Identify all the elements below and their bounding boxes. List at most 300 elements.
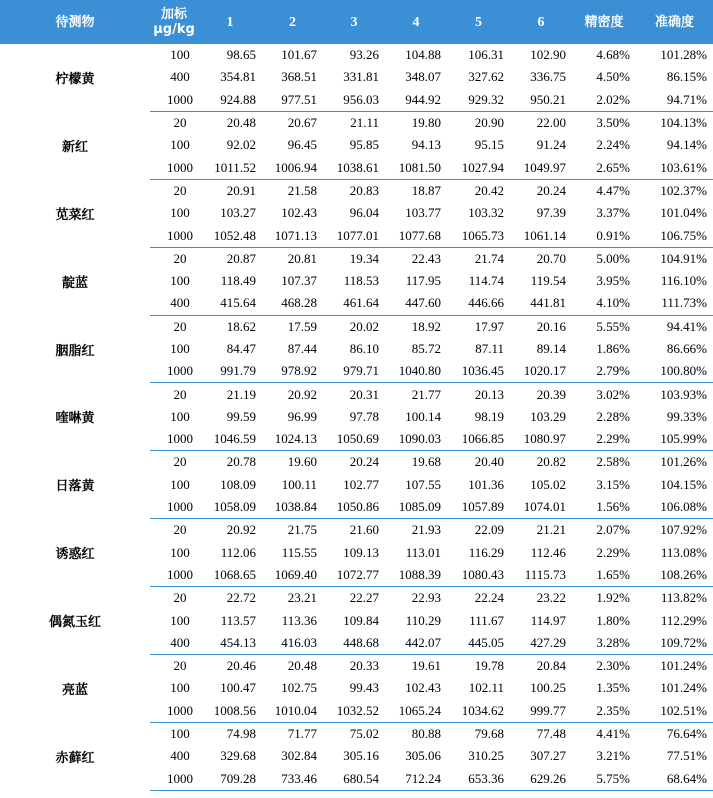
precision-cell: 5.00% <box>596 250 630 266</box>
rep-2-cell: 20.48 <box>287 658 317 674</box>
rep-2-cell: 1024.13 <box>262 428 323 451</box>
accuracy-cell: 116.10% <box>660 273 707 289</box>
header-rep-2: 2 <box>262 0 323 44</box>
rep-5-cell: 20.42 <box>474 182 504 198</box>
header-rep-4: 4 <box>385 0 447 44</box>
rep-1-cell: 100.47 <box>220 680 256 696</box>
rep-5-cell: 103.32 <box>468 205 504 221</box>
rep-6-cell: 23.22 <box>536 590 566 606</box>
spike-level-cell: 100 <box>170 612 190 628</box>
rep-3-cell: 20.33 <box>349 658 379 674</box>
rep-3-cell: 109.13 <box>343 544 379 560</box>
rep-4-cell: 1088.39 <box>385 564 447 587</box>
rep-3-cell: 118.53 <box>343 273 379 289</box>
rep-5-cell: 653.36 <box>447 768 510 791</box>
accuracy-cell: 104.13% <box>660 115 707 131</box>
spike-level-cell: 100 <box>170 408 190 424</box>
rep-4-cell: 712.24 <box>385 768 447 791</box>
rep-6-cell: 950.21 <box>510 89 572 112</box>
rep-5-cell: 95.15 <box>474 137 504 153</box>
rep-1-cell: 20.78 <box>226 454 256 470</box>
rep-1-cell: 118.49 <box>220 273 256 289</box>
spike-level-cell: 400 <box>150 292 198 315</box>
header-rep-3: 3 <box>323 0 385 44</box>
rep-1-cell: 454.13 <box>198 632 262 655</box>
rep-5-cell: 87.11 <box>475 341 504 356</box>
rep-4-cell: 447.60 <box>385 292 447 315</box>
precision-cell: 3.15% <box>596 476 630 492</box>
rep-4-cell: 104.88 <box>405 47 441 63</box>
rep-4-cell: 1065.24 <box>385 700 447 723</box>
rep-2-cell: 1071.13 <box>262 224 323 247</box>
rep-4-cell: 110.29 <box>405 612 441 628</box>
rep-5-cell: 22.09 <box>474 522 504 538</box>
rep-6-cell: 336.75 <box>530 69 566 85</box>
rep-4-cell: 21.93 <box>411 522 441 538</box>
precision-cell: 3.28% <box>572 632 636 655</box>
spike-level-cell: 100 <box>170 680 190 696</box>
accuracy-cell: 101.04% <box>660 205 707 221</box>
rep-2-cell: 102.43 <box>281 205 317 221</box>
precision-cell: 2.28% <box>596 408 630 424</box>
header-spike: 加标 μg/kg <box>150 0 198 44</box>
rep-3-cell: 86.10 <box>349 341 379 356</box>
precision-cell: 1.80% <box>596 612 630 628</box>
rep-5-cell: 1027.94 <box>447 156 510 179</box>
rep-4-cell: 19.68 <box>411 454 441 470</box>
spike-level-cell: 100 <box>170 47 190 63</box>
spike-level-cell: 1000 <box>150 564 198 587</box>
rep-1-cell: 354.81 <box>220 69 256 85</box>
rep-5-cell: 929.32 <box>447 89 510 112</box>
rep-1-cell: 1058.09 <box>198 496 262 519</box>
rep-2-cell: 368.51 <box>281 69 317 85</box>
rep-5-cell: 446.66 <box>447 292 510 315</box>
spike-level-cell: 20 <box>173 522 187 538</box>
spike-level-cell: 100 <box>170 476 190 492</box>
rep-1-cell: 991.79 <box>198 360 262 383</box>
accuracy-cell: 103.61% <box>636 156 713 179</box>
precision-cell: 2.30% <box>596 658 630 674</box>
rep-2-cell: 19.60 <box>287 454 317 470</box>
accuracy-cell: 107.92% <box>660 522 707 538</box>
rep-3-cell: 331.81 <box>343 69 379 85</box>
sample-name: 靛蓝 <box>61 275 88 291</box>
accuracy-cell: 113.82% <box>660 590 707 606</box>
rep-5-cell: 1080.43 <box>447 564 510 587</box>
rep-3-cell: 19.34 <box>349 250 379 266</box>
sample-name: 新红 <box>61 139 88 155</box>
precision-cell: 2.58% <box>596 454 630 470</box>
rep-6-cell: 20.70 <box>536 250 566 266</box>
accuracy-cell: 112.29% <box>660 612 707 628</box>
rep-4-cell: 80.88 <box>411 726 441 742</box>
rep-6-cell: 77.48 <box>536 726 566 742</box>
sample-name: 偶氮玉红 <box>48 615 101 631</box>
accuracy-cell: 102.51% <box>636 700 713 723</box>
rep-4-cell: 102.43 <box>405 680 441 696</box>
precision-cell: 4.47% <box>596 182 630 198</box>
rep-3-cell: 1077.01 <box>323 224 385 247</box>
precision-cell: 0.91% <box>572 224 636 247</box>
rep-3-cell: 75.02 <box>349 726 379 742</box>
accuracy-cell: 101.24% <box>660 680 707 696</box>
rep-3-cell: 1038.61 <box>323 156 385 179</box>
rep-2-cell: 115.55 <box>281 544 317 560</box>
rep-4-cell: 1085.09 <box>385 496 447 519</box>
precision-cell: 2.79% <box>572 360 636 383</box>
rep-6-cell: 20.39 <box>536 386 566 402</box>
header-row <box>0 0 713 44</box>
rep-3-cell: 20.24 <box>349 454 379 470</box>
rep-3-cell: 95.85 <box>349 137 379 153</box>
rep-3-cell: 21.11 <box>350 115 379 131</box>
accuracy-cell: 94.14% <box>666 137 707 153</box>
rep-2-cell: 1006.94 <box>262 156 323 179</box>
spike-level-cell: 400 <box>150 632 198 655</box>
rep-5-cell: 1065.73 <box>447 224 510 247</box>
rep-6-cell: 97.39 <box>536 205 566 221</box>
rep-5-cell: 327.62 <box>468 69 504 85</box>
rep-2-cell: 416.03 <box>262 632 323 655</box>
accuracy-cell: 77.51% <box>666 748 707 764</box>
accuracy-cell: 86.66% <box>666 341 707 356</box>
rep-2-cell: 733.46 <box>262 768 323 791</box>
accuracy-cell: 100.80% <box>636 360 713 383</box>
rep-4-cell: 944.92 <box>385 89 447 112</box>
rep-4-cell: 1040.80 <box>385 360 447 383</box>
table-row <box>0 519 713 542</box>
spike-level-cell: 1000 <box>150 360 198 383</box>
rep-5-cell: 22.24 <box>474 590 504 606</box>
precision-cell: 2.24% <box>596 137 630 153</box>
accuracy-cell: 99.33% <box>666 408 707 424</box>
rep-4-cell: 1090.03 <box>385 428 447 451</box>
spike-level-cell: 100 <box>170 341 190 356</box>
rep-1-cell: 1068.65 <box>198 564 262 587</box>
rep-6-cell: 1049.97 <box>510 156 572 179</box>
rep-6-cell: 119.54 <box>530 273 566 289</box>
rep-6-cell: 427.29 <box>510 632 572 655</box>
spike-level-cell: 20 <box>173 250 187 266</box>
rep-4-cell: 113.01 <box>405 544 441 560</box>
rep-6-cell: 102.90 <box>530 47 566 63</box>
rep-1-cell: 84.47 <box>226 341 256 356</box>
rep-4-cell: 94.13 <box>411 137 441 153</box>
rep-3-cell: 21.60 <box>349 522 379 538</box>
rep-4-cell: 22.43 <box>411 250 441 266</box>
rep-1-cell: 92.02 <box>226 137 256 153</box>
rep-3-cell: 956.03 <box>323 89 385 112</box>
rep-6-cell: 112.46 <box>530 544 566 560</box>
accuracy-cell: 103.93% <box>660 386 707 402</box>
rep-3-cell: 99.43 <box>349 680 379 696</box>
spike-level-cell: 1000 <box>150 428 198 451</box>
accuracy-cell: 101.26% <box>660 454 707 470</box>
rep-2-cell: 102.75 <box>281 680 317 696</box>
accuracy-cell: 111.73% <box>636 292 713 315</box>
rep-3-cell: 448.68 <box>323 632 385 655</box>
rep-1-cell: 1008.56 <box>198 700 262 723</box>
rep-5-cell: 101.36 <box>468 476 504 492</box>
precision-cell: 5.75% <box>572 768 636 791</box>
accuracy-cell: 105.99% <box>636 428 713 451</box>
rep-3-cell: 305.16 <box>343 748 379 764</box>
precision-cell: 3.37% <box>596 205 630 221</box>
header-precision: 精密度 <box>572 0 636 44</box>
rep-4-cell: 21.77 <box>411 386 441 402</box>
rep-5-cell: 106.31 <box>468 47 504 63</box>
spike-level-cell: 100 <box>170 273 190 289</box>
rep-2-cell: 113.36 <box>281 612 317 628</box>
rep-6-cell: 999.77 <box>510 700 572 723</box>
table-row <box>0 179 713 202</box>
rep-6-cell: 89.14 <box>536 341 566 356</box>
rep-1-cell: 74.98 <box>226 726 256 742</box>
spike-level-cell: 20 <box>173 386 187 402</box>
sample-name: 亮蓝 <box>61 682 88 698</box>
rep-3-cell: 96.04 <box>349 205 379 221</box>
rep-2-cell: 20.92 <box>287 386 317 402</box>
rep-1-cell: 709.28 <box>198 768 262 791</box>
rep-1-cell: 103.27 <box>220 205 256 221</box>
rep-3-cell: 680.54 <box>323 768 385 791</box>
table-body <box>0 44 713 790</box>
rep-1-cell: 112.06 <box>220 544 256 560</box>
rep-2-cell: 1010.04 <box>262 700 323 723</box>
spike-level-cell: 1000 <box>150 89 198 112</box>
precision-cell: 3.95% <box>596 273 630 289</box>
rep-2-cell: 1069.40 <box>262 564 323 587</box>
spike-level-cell: 1000 <box>150 768 198 791</box>
spike-level-cell: 20 <box>173 454 187 470</box>
table-row <box>0 247 713 270</box>
rep-5-cell: 1034.62 <box>447 700 510 723</box>
precision-cell: 2.02% <box>572 89 636 112</box>
table-row <box>0 111 713 134</box>
rep-2-cell: 23.21 <box>287 590 317 606</box>
rep-6-cell: 20.82 <box>536 454 566 470</box>
precision-cell: 1.65% <box>572 564 636 587</box>
rep-6-cell: 1061.14 <box>510 224 572 247</box>
rep-6-cell: 1080.97 <box>510 428 572 451</box>
rep-3-cell: 97.78 <box>349 408 379 424</box>
rep-4-cell: 103.77 <box>405 205 441 221</box>
spike-level-cell: 400 <box>170 748 190 764</box>
rep-4-cell: 85.72 <box>411 341 441 356</box>
accuracy-cell: 104.15% <box>660 476 707 492</box>
rep-4-cell: 1077.68 <box>385 224 447 247</box>
rep-3-cell: 1050.86 <box>323 496 385 519</box>
rep-1-cell: 18.62 <box>226 318 256 334</box>
rep-2-cell: 978.92 <box>262 360 323 383</box>
rep-3-cell: 979.71 <box>323 360 385 383</box>
rep-1-cell: 22.72 <box>226 590 256 606</box>
rep-5-cell: 1066.85 <box>447 428 510 451</box>
rep-4-cell: 442.07 <box>385 632 447 655</box>
rep-1-cell: 20.48 <box>226 115 256 131</box>
accuracy-cell: 76.64% <box>666 726 707 742</box>
header-rep-5: 5 <box>447 0 510 44</box>
rep-4-cell: 107.55 <box>405 476 441 492</box>
rep-1-cell: 20.46 <box>226 658 256 674</box>
rep-6-cell: 629.26 <box>510 768 572 791</box>
rep-4-cell: 19.61 <box>411 658 441 674</box>
rep-5-cell: 20.40 <box>474 454 504 470</box>
rep-6-cell: 1074.01 <box>510 496 572 519</box>
sample-name: 胭脂红 <box>55 343 95 359</box>
precision-cell: 2.07% <box>596 522 630 538</box>
rep-2-cell: 977.51 <box>262 89 323 112</box>
accuracy-cell: 104.91% <box>660 250 707 266</box>
rep-3-cell: 93.26 <box>349 47 379 63</box>
header-rep-6: 6 <box>510 0 572 44</box>
accuracy-cell: 109.72% <box>636 632 713 655</box>
rep-2-cell: 107.37 <box>281 273 317 289</box>
rep-3-cell: 102.77 <box>343 476 379 492</box>
rep-6-cell: 22.00 <box>536 115 566 131</box>
header-rep-1: 1 <box>198 0 262 44</box>
rep-5-cell: 114.74 <box>468 273 504 289</box>
spike-level-cell: 20 <box>173 182 187 198</box>
rep-6-cell: 103.29 <box>530 408 566 424</box>
spike-level-cell: 20 <box>173 590 187 606</box>
precision-cell: 1.92% <box>596 590 630 606</box>
table-row <box>0 587 713 610</box>
spike-level-cell: 1000 <box>150 496 198 519</box>
accuracy-cell: 86.15% <box>666 69 707 85</box>
rep-3-cell: 20.83 <box>349 182 379 198</box>
precision-cell: 5.55% <box>596 318 630 334</box>
spike-level-cell: 1000 <box>150 224 198 247</box>
rep-5-cell: 445.05 <box>447 632 510 655</box>
rep-1-cell: 20.91 <box>226 182 256 198</box>
accuracy-cell: 106.75% <box>636 224 713 247</box>
rep-4-cell: 18.92 <box>411 318 441 334</box>
rep-2-cell: 1038.84 <box>262 496 323 519</box>
spike-level-cell: 20 <box>173 115 187 131</box>
rep-6-cell: 20.84 <box>536 658 566 674</box>
rep-2-cell: 71.77 <box>287 726 317 742</box>
rep-2-cell: 96.45 <box>287 137 317 153</box>
accuracy-cell: 106.08% <box>636 496 713 519</box>
accuracy-cell: 94.71% <box>636 89 713 112</box>
precision-cell: 3.50% <box>596 115 630 131</box>
accuracy-cell: 101.28% <box>660 47 707 63</box>
rep-3-cell: 1050.69 <box>323 428 385 451</box>
spike-level-cell: 100 <box>170 544 190 560</box>
precision-cell: 4.10% <box>572 292 636 315</box>
rep-5-cell: 20.13 <box>474 386 504 402</box>
table-row <box>0 451 713 474</box>
rep-6-cell: 307.27 <box>530 748 566 764</box>
rep-5-cell: 19.78 <box>474 658 504 674</box>
rep-2-cell: 100.11 <box>281 476 317 492</box>
rep-6-cell: 105.02 <box>530 476 566 492</box>
precision-cell: 1.56% <box>572 496 636 519</box>
rep-2-cell: 21.75 <box>287 522 317 538</box>
spike-level-cell: 1000 <box>150 700 198 723</box>
rep-6-cell: 20.16 <box>536 318 566 334</box>
rep-1-cell: 21.19 <box>226 386 256 402</box>
precision-cell: 1.86% <box>596 341 630 356</box>
rep-6-cell: 1020.17 <box>510 360 572 383</box>
rep-2-cell: 21.58 <box>287 182 317 198</box>
sample-name: 日落黄 <box>55 479 95 495</box>
rep-2-cell: 20.67 <box>287 115 317 131</box>
precision-cell: 1.35% <box>596 680 630 696</box>
rep-4-cell: 117.95 <box>405 273 441 289</box>
rep-1-cell: 20.87 <box>226 250 256 266</box>
rep-4-cell: 100.14 <box>405 408 441 424</box>
precision-cell: 3.02% <box>596 386 630 402</box>
rep-5-cell: 1036.45 <box>447 360 510 383</box>
accuracy-cell: 113.08% <box>660 544 707 560</box>
rep-1-cell: 1052.48 <box>198 224 262 247</box>
accuracy-cell: 94.41% <box>666 318 707 334</box>
rep-5-cell: 79.68 <box>474 726 504 742</box>
rep-5-cell: 111.67 <box>469 612 504 628</box>
rep-6-cell: 21.21 <box>536 522 566 538</box>
rep-3-cell: 109.84 <box>343 612 379 628</box>
rep-5-cell: 1057.89 <box>447 496 510 519</box>
precision-cell: 2.29% <box>596 544 630 560</box>
spike-level-cell: 100 <box>170 137 190 153</box>
precision-cell: 2.29% <box>572 428 636 451</box>
table-row <box>0 383 713 406</box>
accuracy-cell: 101.24% <box>660 658 707 674</box>
rep-1-cell: 1046.59 <box>198 428 262 451</box>
precision-cell: 3.21% <box>596 748 630 764</box>
table-row <box>0 44 713 66</box>
rep-2-cell: 468.28 <box>262 292 323 315</box>
rep-6-cell: 441.81 <box>510 292 572 315</box>
rep-4-cell: 19.80 <box>411 115 441 131</box>
rep-4-cell: 1081.50 <box>385 156 447 179</box>
rep-1-cell: 924.88 <box>198 89 262 112</box>
rep-4-cell: 348.07 <box>405 69 441 85</box>
precision-cell: 4.41% <box>596 726 630 742</box>
rep-5-cell: 20.90 <box>474 115 504 131</box>
precision-cell: 4.50% <box>596 69 630 85</box>
rep-3-cell: 22.27 <box>349 590 379 606</box>
sample-name: 喹啉黄 <box>55 411 95 427</box>
rep-2-cell: 87.44 <box>287 341 317 356</box>
table-row <box>0 722 713 745</box>
accuracy-cell: 108.26% <box>636 564 713 587</box>
rep-5-cell: 102.11 <box>468 680 504 696</box>
rep-3-cell: 20.31 <box>349 386 379 402</box>
rep-6-cell: 114.97 <box>530 612 566 628</box>
spike-level-cell: 400 <box>170 69 190 85</box>
spike-level-cell: 100 <box>170 205 190 221</box>
sample-name: 柠檬黄 <box>55 72 95 88</box>
header-sample: 待测物 <box>0 0 150 44</box>
rep-6-cell: 1115.73 <box>510 564 572 587</box>
precision-cell: 2.35% <box>572 700 636 723</box>
rep-5-cell: 98.19 <box>474 408 504 424</box>
rep-2-cell: 96.99 <box>287 408 317 424</box>
accuracy-cell: 68.64% <box>636 768 713 791</box>
rep-2-cell: 20.81 <box>287 250 317 266</box>
rep-1-cell: 329.68 <box>220 748 256 764</box>
rep-1-cell: 99.59 <box>226 408 256 424</box>
rep-1-cell: 1011.52 <box>198 156 262 179</box>
rep-6-cell: 91.24 <box>536 137 566 153</box>
rep-1-cell: 113.57 <box>220 612 256 628</box>
spike-level-cell: 20 <box>173 318 187 334</box>
spike-level-cell: 20 <box>173 658 187 674</box>
